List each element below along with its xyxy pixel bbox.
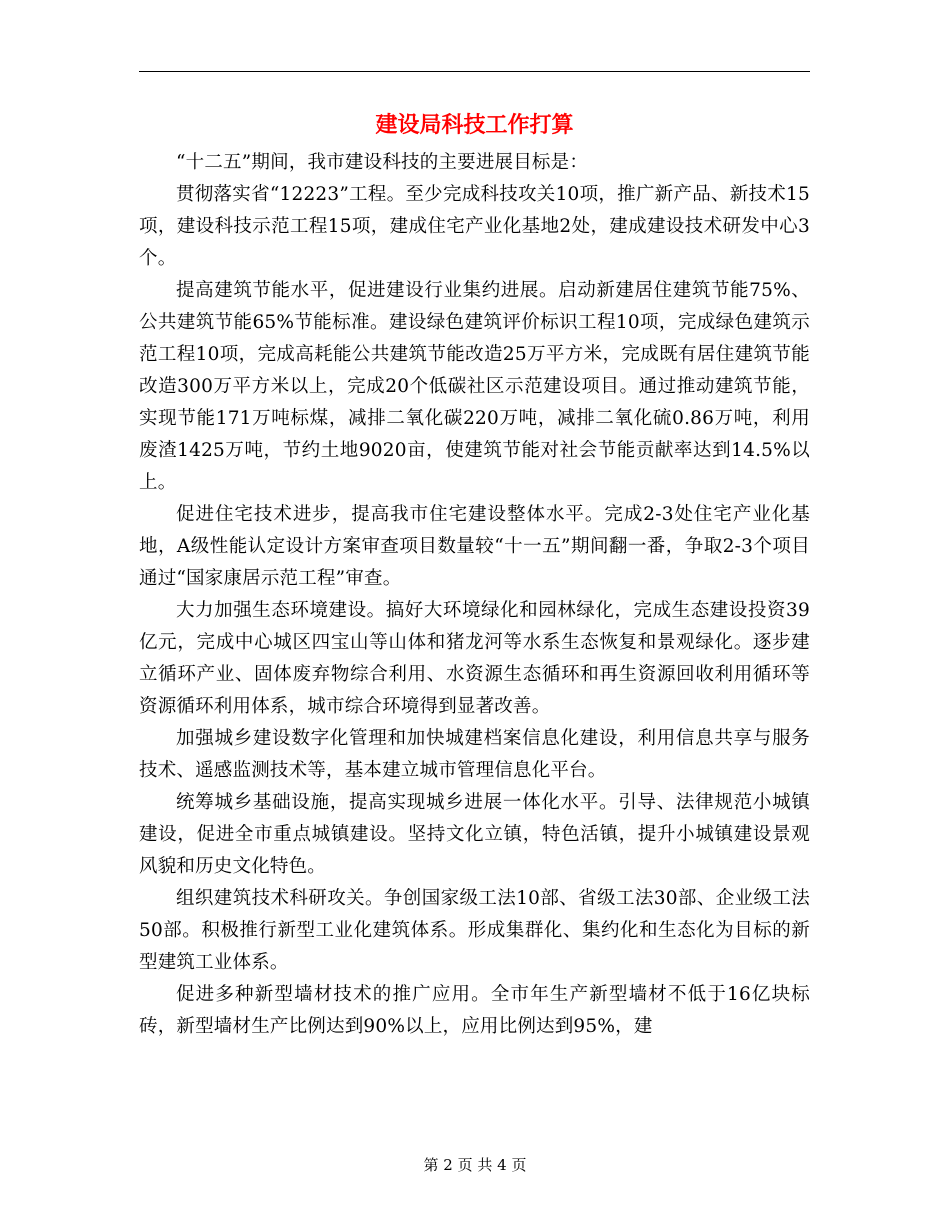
paragraph: 大力加强生态环境建设。搞好大环境绿化和园林绿化，完成生态建设投资39亿元，完成中心城区四宝山等山体和猪龙河等水系生态恢复和景观绿化。逐步建立循环产业、固体废弃物综合利用、水资源生态循环和再生资源回收利用循环等资源循环利用体系，城市综合环境得到显著改善。	[139, 600, 810, 717]
paragraph: 组织建筑技术科研攻关。争创国家级工法10部、省级工法30部、企业级工法50部。积极推行新型工业化建筑体系。形成集群化、集约化和生态化为目标的新型建筑工业体系。	[139, 888, 810, 973]
paragraph: 促进多种新型墙材技术的推广应用。全市年生产新型墙材不低于16亿块标砖，新型墙材生产比例达到90%以上，应用比例达到95%，建	[139, 984, 810, 1037]
paragraph: 统筹城乡基础设施，提高实现城乡进展一体化水平。引导、法律规范小城镇建设，促进全市重点城镇建设。坚持文化立镇，特色活镇，提升小城镇建设景观风貌和历史文化特色。	[139, 792, 810, 877]
paragraph: 贯彻落实省“12223”工程。至少完成科技攻关10项，推广新产品、新技术15项，建设科技示范工程15项，建成住宅产业化基地2处，建成建设技术研发中心3个。	[139, 184, 810, 269]
document-body	[139, 147, 810, 1043]
paragraph: “十二五”期间，我市建设科技的主要进展目标是：	[176, 152, 589, 173]
paragraph: 促进住宅技术进步，提高我市住宅建设整体水平。完成2-3处住宅产业化基地，A级性能认定设计方案审查项目数量较“十一五”期间翻一番，争取2-3个项目通过“国家康居示范工程”审查。	[139, 504, 810, 589]
page-number-footer: 第 2 页 共 4 页	[423, 1156, 527, 1174]
header-rule	[139, 71, 810, 72]
paragraph: 提高建筑节能水平，促进建设行业集约进展。启动新建居住建筑节能75%、公共建筑节能65%节能标准。建设绿色建筑评价标识工程10项，完成绿色建筑示范工程10项，完成高耗能公共建筑节能改造25万平方米，完成既有居住建筑节能改造300万平方米以上，完成20个低碳社区示范建设项目。通过推动建筑节能，实现节能171万吨标煤，减排二氧化碳220万吨，减排二氧化硫0.86万吨，利用废渣1425万吨，节约土地9020亩，使建筑节能对社会节能贡献率达到14.5%以上。	[139, 280, 810, 493]
document-title: 建设局科技工作打算	[375, 112, 574, 138]
paragraph: 加强城乡建设数字化管理和加快城建档案信息化建设，利用信息共享与服务技术、遥感监测技术等，基本建立城市管理信息化平台。	[139, 728, 810, 781]
